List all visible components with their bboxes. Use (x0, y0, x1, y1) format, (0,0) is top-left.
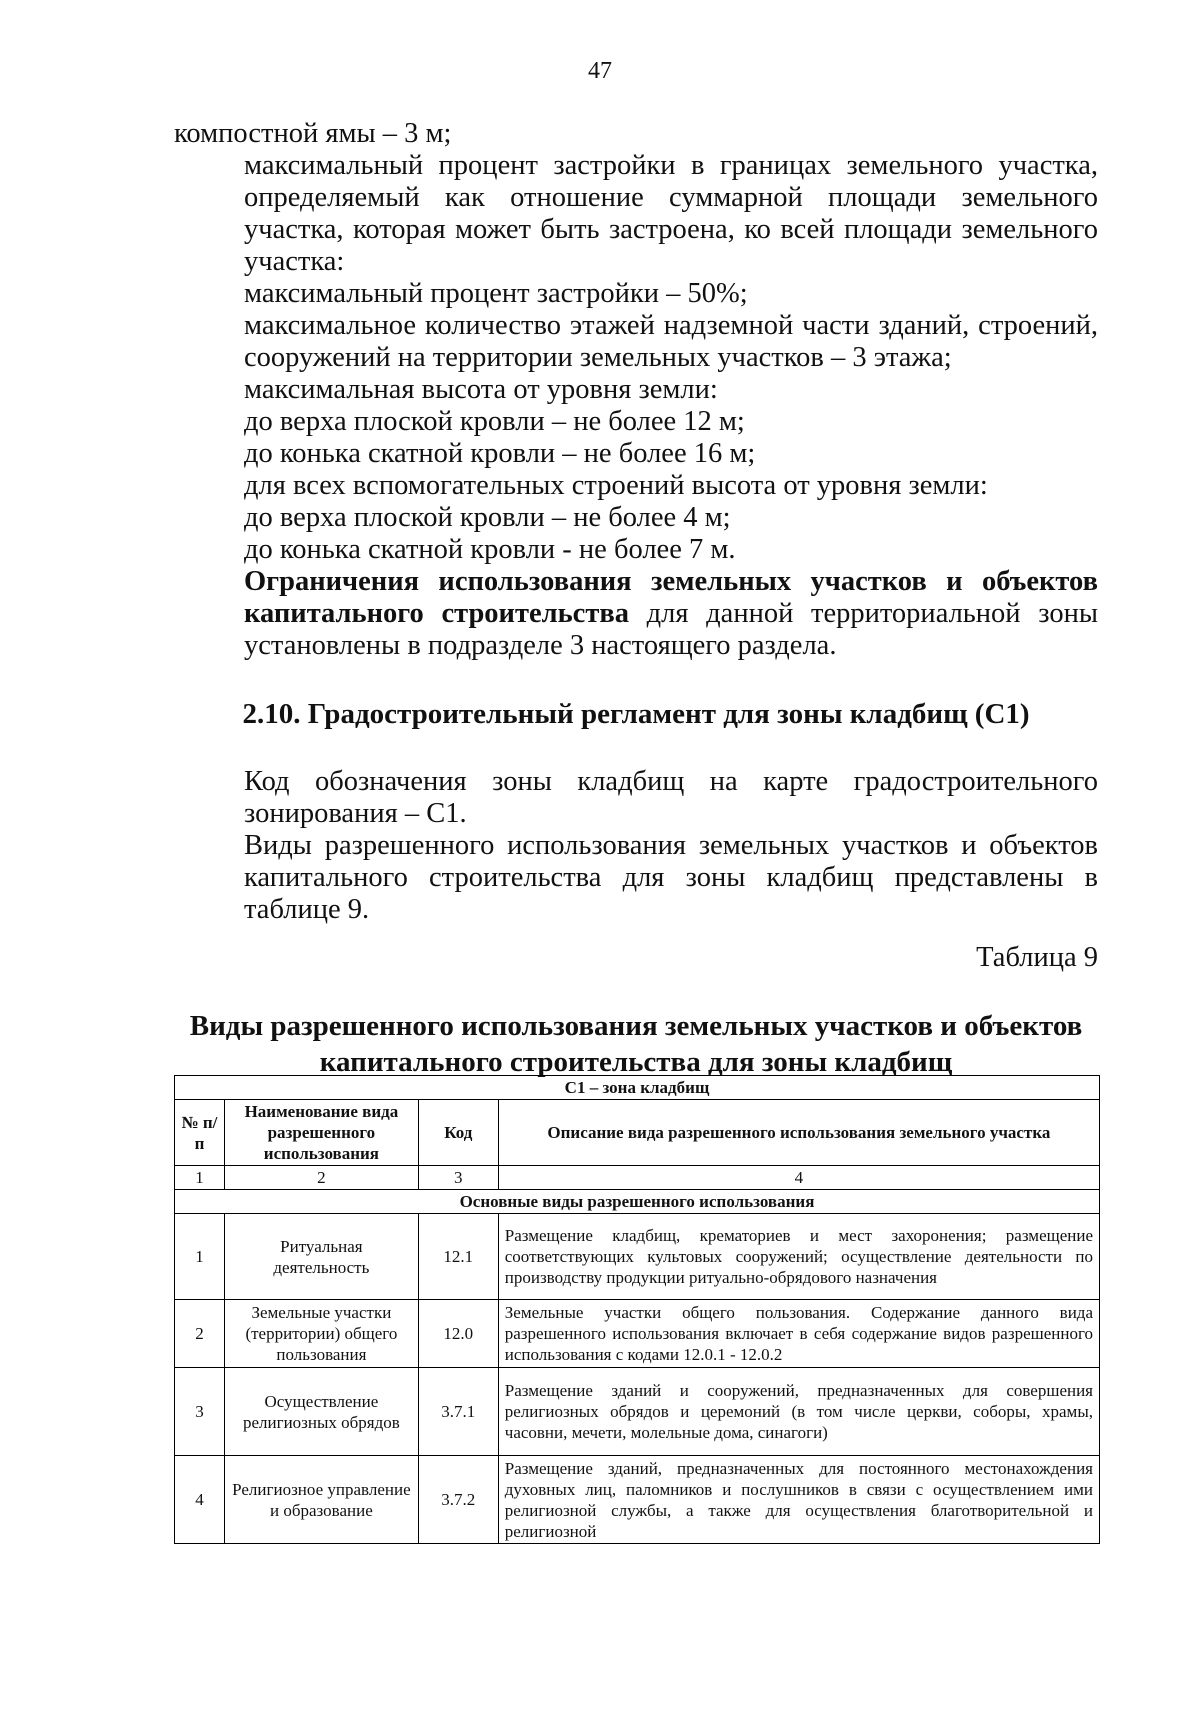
column-header-description: Описание вида разрешенного использования земельного участка (498, 1100, 1099, 1166)
table-row (175, 1456, 1100, 1544)
zone-header-row (175, 1076, 1100, 1100)
column-header-row (175, 1100, 1100, 1166)
group-header: Основные виды разрешенного использования (175, 1190, 1100, 1214)
column-header-number: № п/п (175, 1100, 225, 1166)
paragraph: Виды разрешенного использования земельных участков и объектов капитального строительства для зоны кладбищ представлены в таблице 9. (244, 830, 1098, 925)
column-number: 3 (418, 1166, 498, 1190)
row-number: 1 (175, 1214, 225, 1300)
paragraph: максимальное количество этажей надземной части зданий, строений, сооружений на территории земельных участков – 3 этажа; (244, 310, 1098, 373)
document-body (174, 118, 1098, 1080)
paragraph: для всех вспомогательных строений высота от уровня земли: (244, 470, 988, 501)
table-row (175, 1214, 1100, 1300)
paragraph: компостной ямы – 3 м; (174, 118, 452, 149)
column-number-row (175, 1166, 1100, 1190)
paragraph: до конька скатной кровли – не более 16 м; (244, 438, 756, 469)
bold-phrase: Ограничения использования земельных участков и объектов капитального строительства (244, 566, 1098, 629)
row-name: Ритуальная деятельность (224, 1214, 418, 1300)
section-heading: 2.10. Градостроительный регламент для зоны кладбищ (С1) (242, 698, 1030, 730)
paragraph: максимальный процент застройки в границах земельного участка, определяемый как отношение суммарной площади земельного участка, которая может быть застроена, ко всей площади земельного участка: (244, 150, 1098, 277)
row-name: Религиозное управление и образование (224, 1456, 418, 1544)
row-code: 3.7.1 (418, 1368, 498, 1456)
column-number: 2 (224, 1166, 418, 1190)
table-title: Виды разрешенного использования земельных участков и объектов капитального строительства для зоны кладбищ (189, 1010, 1083, 1078)
table-row (175, 1368, 1100, 1456)
column-number: 4 (498, 1166, 1099, 1190)
restrictions-paragraph (174, 566, 1098, 662)
paragraph: до верха плоской кровли – не более 12 м; (244, 406, 745, 437)
table-row (175, 1300, 1100, 1368)
paragraph: максимальная высота от уровня земли: (244, 374, 718, 405)
table-label: Таблица 9 (976, 942, 1098, 973)
uses-table (174, 1075, 1100, 1544)
row-code: 12.0 (418, 1300, 498, 1368)
paragraph: до верха плоской кровли – не более 4 м; (244, 502, 731, 533)
paragraph: Код обозначения зоны кладбищ на карте градостроительного зонирования – С1. (244, 766, 1098, 829)
row-description: Размещение кладбищ, крематориев и мест захоронения; размещение соответствующих культовых сооружений; осуществление деятельности по производству продукции ритуально-обрядового назначения (498, 1214, 1099, 1300)
row-description: Размещение зданий и сооружений, предназначенных для совершения религиозных обрядов и церемоний (в том числе церкви, соборы, храмы, часовни, мечети, молельные дома, синагоги) (498, 1368, 1099, 1456)
row-description: Земельные участки общего пользования. Содержание данного вида разрешенного использования включает в себя содержание видов разрешенного использования с кодами 12.0.1 - 12.0.2 (498, 1300, 1099, 1368)
row-name: Земельные участки (территории) общего пользования (224, 1300, 418, 1368)
row-number: 4 (175, 1456, 225, 1544)
zone-header: С1 – зона кладбищ (175, 1076, 1100, 1100)
row-name: Осуществление религиозных обрядов (224, 1368, 418, 1456)
column-header-name: Наименование вида разрешенного использования (224, 1100, 418, 1166)
row-description: Размещение зданий, предназначенных для постоянного местонахождения духовных лиц, паломников и послушников в связи с осуществлением ими религиозной службы, а также для осуществления благотворительной и религиозной (498, 1456, 1099, 1544)
paragraph: максимальный процент застройки – 50%; (244, 278, 748, 309)
row-number: 3 (175, 1368, 225, 1456)
row-number: 2 (175, 1300, 225, 1368)
row-code: 12.1 (418, 1214, 498, 1300)
page-number: 47 (588, 58, 612, 84)
column-header-code: Код (418, 1100, 498, 1166)
paragraph: до конька скатной кровли - не более 7 м. (244, 534, 736, 565)
paragraph-rest: для данной территориальной зоны установлены в подразделе 3 настоящего раздела. (244, 598, 1098, 661)
group-header-row (175, 1190, 1100, 1214)
row-code: 3.7.2 (418, 1456, 498, 1544)
column-number: 1 (175, 1166, 225, 1190)
